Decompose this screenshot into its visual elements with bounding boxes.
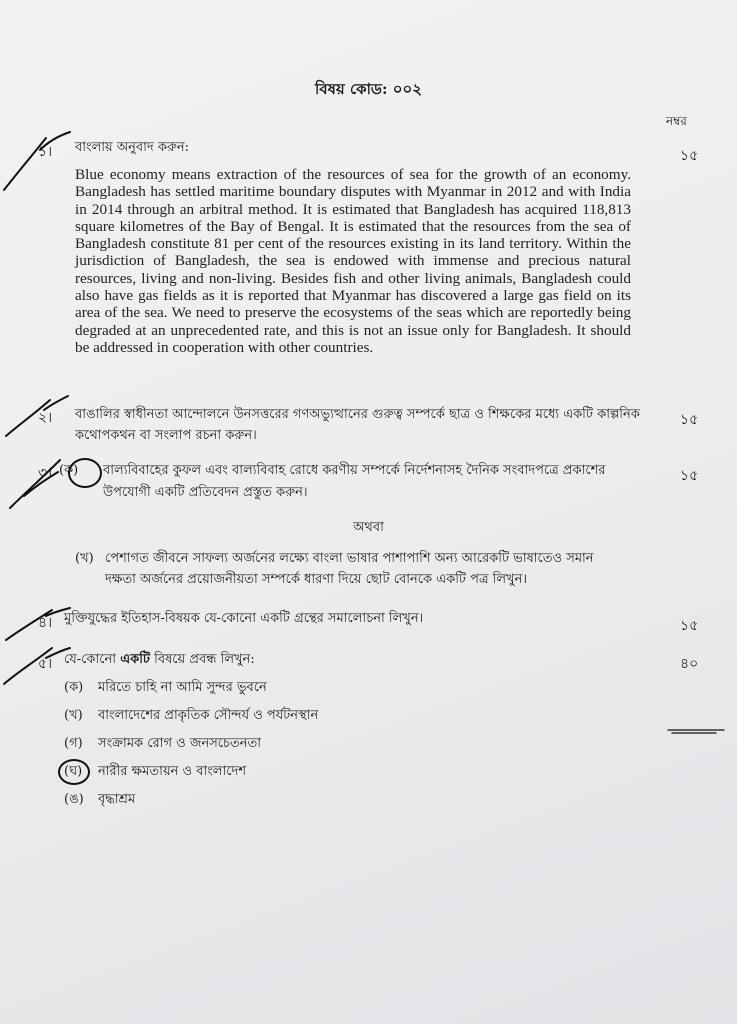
question-1-marks: ১৫ xyxy=(680,148,699,164)
essay-option-4 xyxy=(64,762,246,783)
question-3-option-a-line-1: বাল্যবিবাহের কুফল এবং বাল্যবিবাহ রোধে করণীয় সম্পর্কে নির্দেশনাসহ দৈনিক সংবাদপত্রে প্রকাশের xyxy=(103,463,606,478)
question-5-prompt-post: বিষয়ে প্রবন্ধ লিখুন: xyxy=(154,652,255,667)
question-1-passage: Blue economy means extraction of the resources of sea for the growth of an economy. Bangladesh has settled maritime boundary disputes with Myanmar in 2012 and with India in 2014 through an arbitral method. It is estimated that Bangladesh has acquired 118,813 square kilometres of the Bay of Bengal. It is estimated that the resources from the sea of Bangladesh constitute 81 per cent of the resources existing in its land territory. Within the jurisdiction of Bangladesh, the sea is endowed with immense and precious natural resources, living and non-living. Besides fish and other living animals, Bangladesh could also have gas fields as it is reported that Myanmar has discovered a large gas field on its area of the sea. We need to preserve the ecosystems of the seas which are reportedly being degraded at an unprecedented rate, and this is not an issue only for Bangladesh. It should be addressed in cooperation with other countries. xyxy=(75,166,631,356)
tick-mark-q1 xyxy=(4,132,70,190)
question-1-prompt: বাংলায় অনুবাদ করুন: xyxy=(75,140,190,155)
marked-circle xyxy=(58,759,90,785)
essay-option-label: (খ) xyxy=(64,708,83,723)
question-3-marks: ১৫ xyxy=(680,468,699,484)
tick-mark-q2 xyxy=(6,396,68,436)
question-2-line-2: কথোপকথন বা সংলাপ রচনা করুন। xyxy=(75,428,257,443)
question-3-option-b-line-2: দক্ষতা অর্জনের প্রয়োজনীয়তা সম্পর্কে ধারণা দিয়ে ছোট বোনকে একটি পত্র লিখুন। xyxy=(105,572,527,587)
marked-circle xyxy=(68,458,102,488)
essay-option-label: (গ) xyxy=(64,736,83,751)
question-2-number: ২। xyxy=(38,410,53,426)
tick-mark-q5 xyxy=(4,648,70,684)
question-3-option-a-line-2: উপযোগী একটি প্রতিবেদন প্রস্তুত করুন। xyxy=(103,485,308,500)
question-4-marks: ১৫ xyxy=(680,618,699,634)
question-2-line-1: বাঙালির স্বাধীনতা আন্দোলনে উনসত্তরের গণঅভ্যুত্থানের গুরুত্ব সম্পর্কে ছাত্র ও শিক্ষকের মধ্যে একটি কাল্পনিক xyxy=(75,407,640,422)
question-3-number: ৩। xyxy=(38,465,53,481)
essay-option-label: (ঘ) xyxy=(64,764,83,779)
or-separator: অথবা xyxy=(353,520,384,535)
question-3-option-a-label: (ক) xyxy=(59,463,79,478)
question-5-number: ৫। xyxy=(38,656,53,672)
essay-option-text: নারীর ক্ষমতায়ন ও বাংলাদেশ xyxy=(98,764,247,779)
question-1-number: ১। xyxy=(38,144,53,160)
question-5-prompt-pre: যে-কোনো xyxy=(64,652,117,667)
essay-option-3 xyxy=(64,734,261,755)
question-3-option-b-label: (খ) xyxy=(75,551,94,566)
marks-column-header: নম্বর xyxy=(666,114,687,128)
question-5-prompt-bold: একটি xyxy=(120,652,150,667)
essay-option-label: (ঙ) xyxy=(64,792,84,807)
essay-option-5 xyxy=(64,790,135,811)
essay-option-text: বাংলাদেশের প্রাকৃতিক সৌন্দর্য ও পর্যটনস্থান xyxy=(98,708,319,723)
essay-option-label: (ক) xyxy=(64,680,84,695)
question-4-text: মুক্তিযুদ্ধের ইতিহাস-বিষয়ক যে-কোনো একটি গ্রন্থের সমালোচনা লিখুন। xyxy=(64,611,424,626)
question-5-marks: ৪০ xyxy=(680,656,699,672)
tick-mark-q3 xyxy=(10,460,60,508)
question-3-option-b-line-1: পেশাগত জীবনে সাফল্য অর্জনের লক্ষ্যে বাংলা ভাষার পাশাপাশি অন্য আরেকটি ভাষাতেও সমান xyxy=(105,551,594,566)
question-4-number: ৪। xyxy=(38,615,53,631)
question-2-marks: ১৫ xyxy=(680,412,699,428)
essay-option-text: সংক্রামক রোগ ও জনসচেতনতা xyxy=(98,736,262,751)
subject-code-title: বিষয় কোড: ০০২ xyxy=(315,80,422,98)
question-5-prompt xyxy=(64,649,255,670)
essay-option-2 xyxy=(64,706,318,727)
essay-option-text: মরিতে চাহি না আমি সুন্দর ভুবনে xyxy=(98,680,267,695)
essay-option-text: বৃদ্ধাশ্রম xyxy=(98,792,136,807)
essay-option-1 xyxy=(64,678,267,699)
